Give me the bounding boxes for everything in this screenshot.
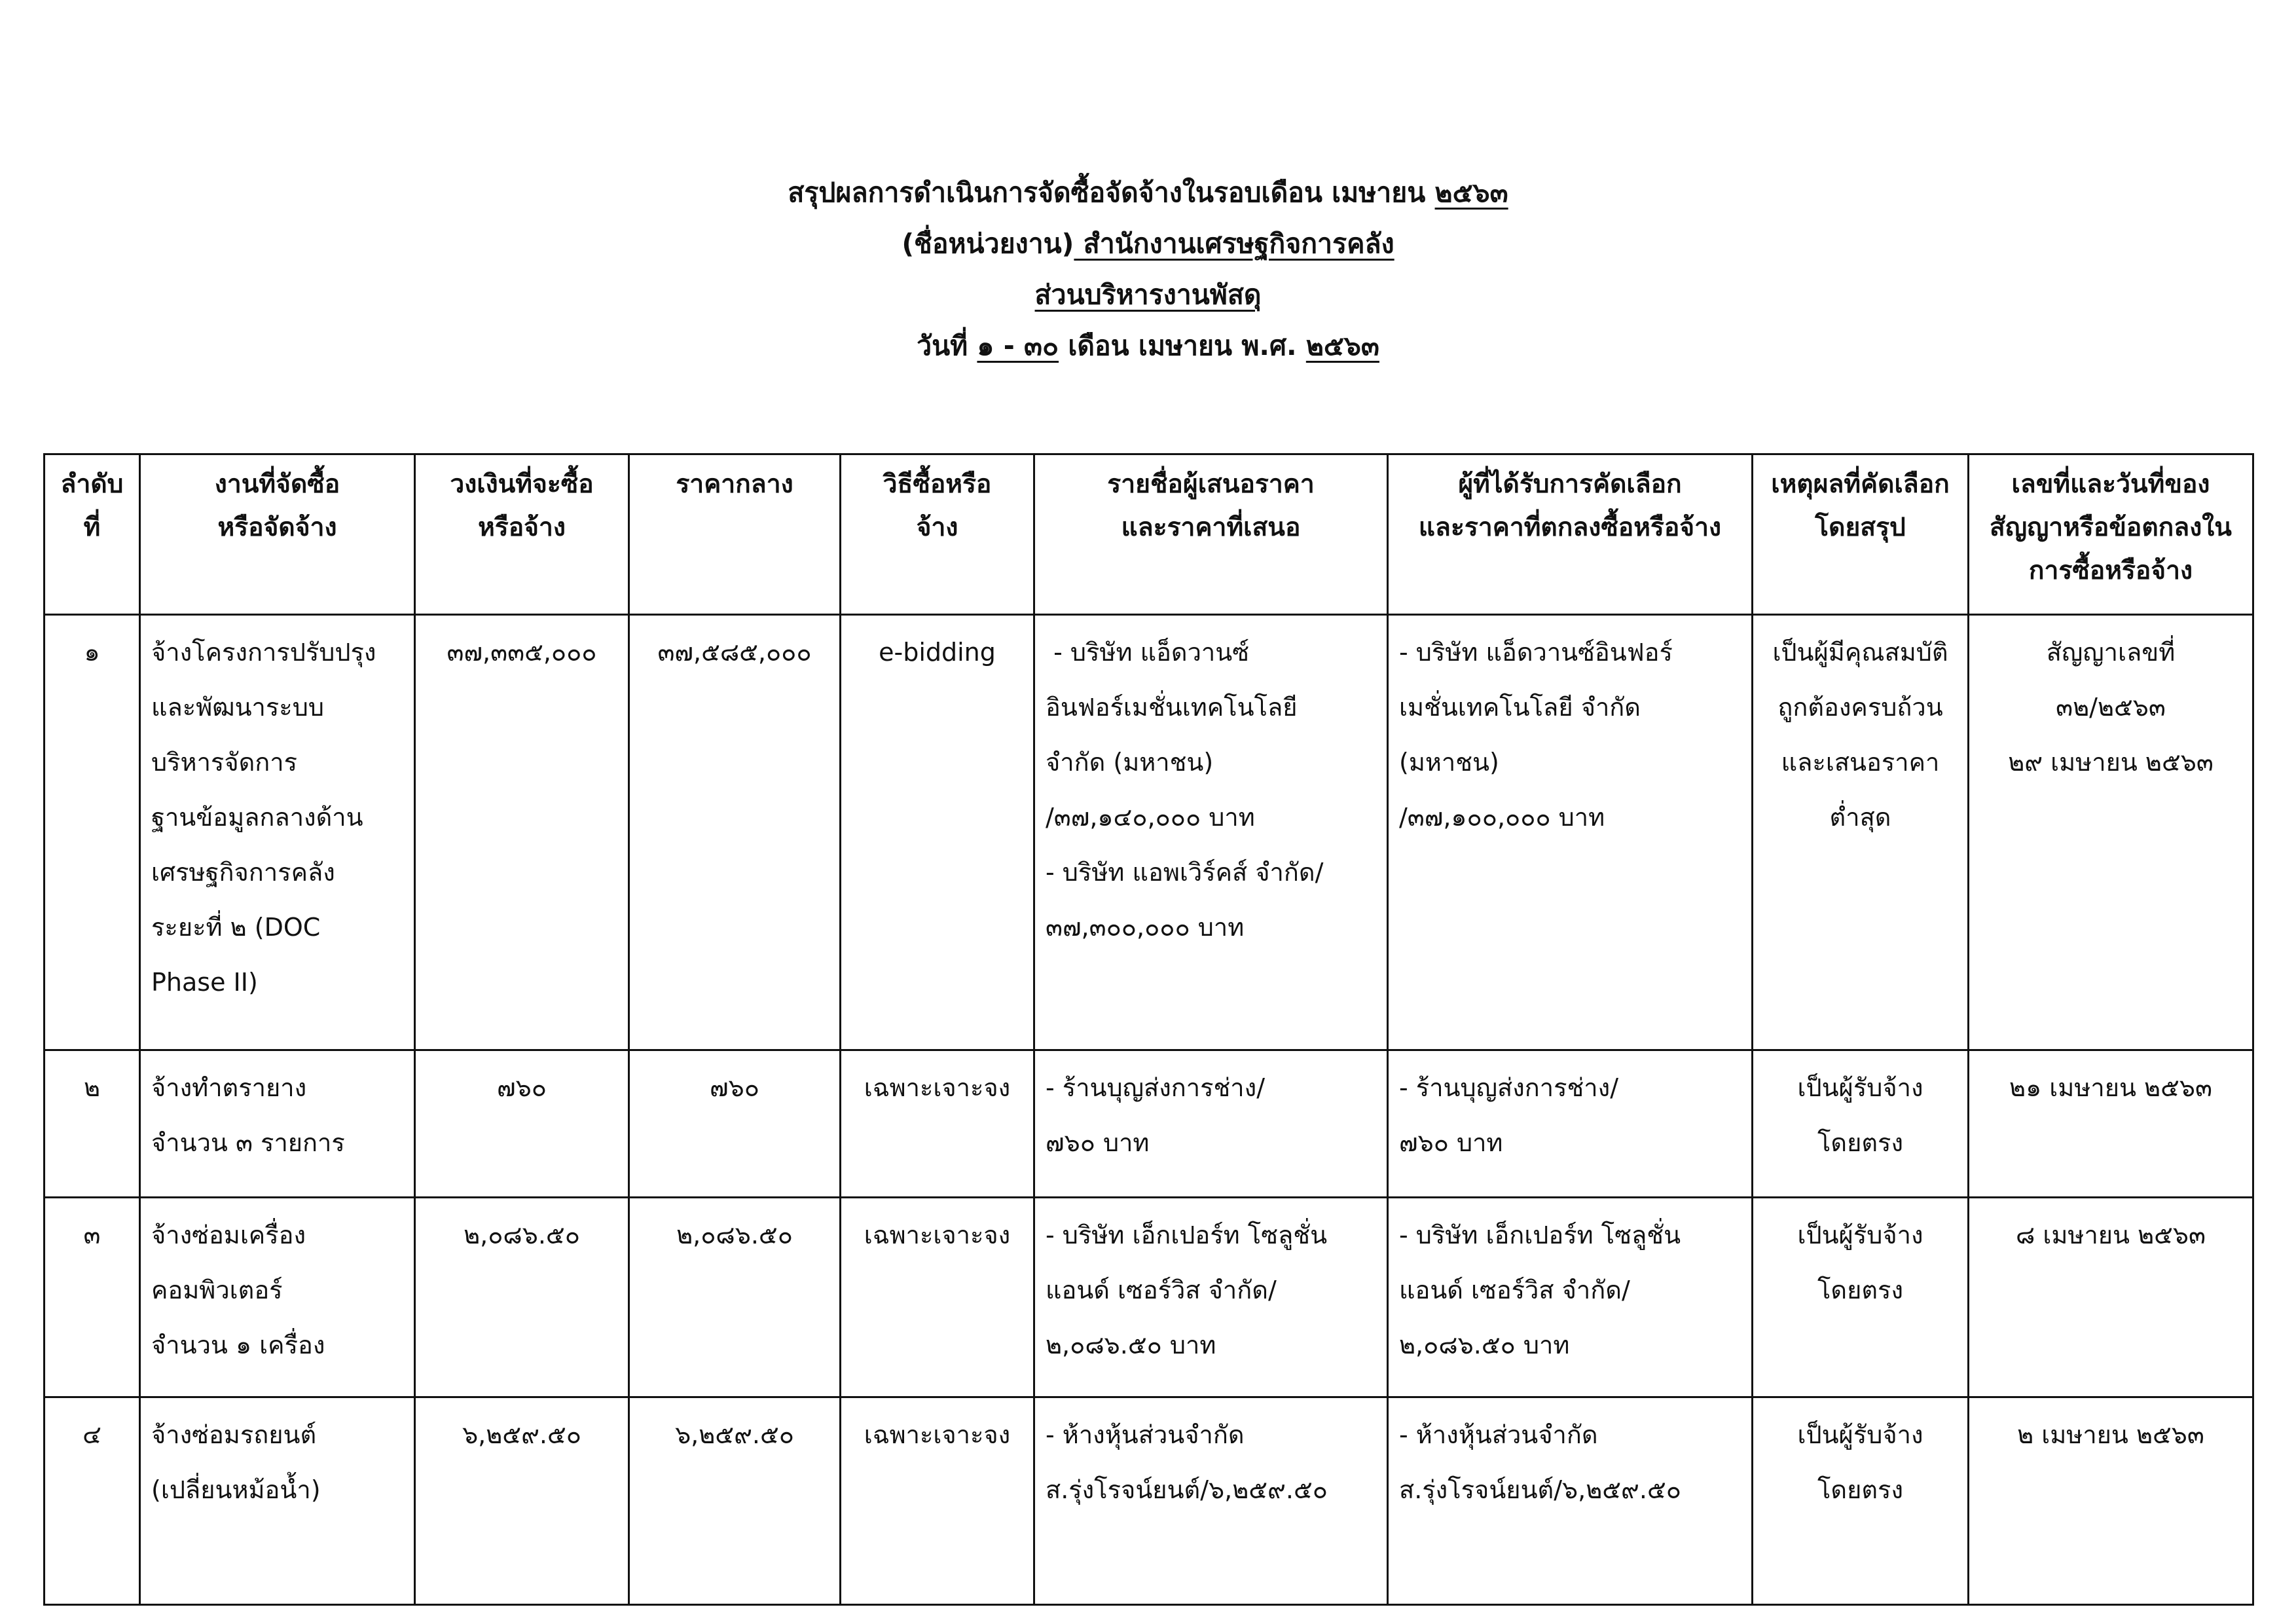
header-contract: เลขที่และวันที่ของ สัญญาหรือข้อตกลงใน การซื้อหรือจ้าง (1969, 454, 2253, 615)
cell-selected: - บริษัท แอ็ดวานซ์อินฟอร์ เมชั่นเทคโนโลยี จำกัด (มหาชน) /๓๗,๑๐๐,๐๐๐ บาท (1388, 615, 1753, 1050)
table-row (45, 1050, 2253, 1198)
cell-median-price: ๒,๐๘๖.๕๐ (629, 1198, 841, 1397)
header-bidders: รายชื่อผู้เสนอราคา และราคาที่เสนอ (1034, 454, 1388, 615)
date-days: ๑ - ๓๐ (977, 330, 1059, 361)
cell-bidders: - บริษัท แอ็ดวานซ์ อินฟอร์เมชั่นเทคโนโลยี จำกัด (มหาชน) /๓๗,๑๔๐,๐๐๐ บาท - บริษัท แอพเวิร์คส์ จำกัด/ ๓๗,๓๐๐,๐๐๐ บาท (1034, 615, 1388, 1050)
cell-budget: ๒,๐๘๖.๕๐ (415, 1198, 629, 1397)
agency-label: (ชื่อหน่วยงาน) (902, 228, 1074, 259)
header-reason: เหตุผลที่คัดเลือก โดยสรุป (1753, 454, 1969, 615)
table-header-row (45, 454, 2253, 615)
cell-contract: สัญญาเลขที่ ๓๒/๒๕๖๓ ๒๙ เมษายน ๒๕๖๓ (1969, 615, 2253, 1050)
cell-selected: - บริษัท เอ็กเปอร์ท โซลูชั่น แอนด์ เซอร์วิส จำกัด/ ๒,๐๘๖.๕๐ บาท (1388, 1198, 1753, 1397)
cell-reason: เป็นผู้มีคุณสมบัติ ถูกต้องครบถ้วน และเสนอราคา ต่ำสุด (1753, 615, 1969, 1050)
cell-bidders: - บริษัท เอ็กเปอร์ท โซลูชั่น แอนด์ เซอร์วิส จำกัด/ ๒,๐๘๖.๕๐ บาท (1034, 1198, 1388, 1397)
date-suffix: เดือน เมษายน พ.ศ. (1068, 330, 1297, 361)
cell-contract: ๒ เมษายน ๒๕๖๓ (1969, 1397, 2253, 1605)
header-selected: ผู้ที่ได้รับการคัดเลือก และราคาที่ตกลงซื้อหรือจ้าง (1388, 454, 1753, 615)
cell-selected: - ห้างหุ้นส่วนจำกัด ส.รุ่งโรจน์ยนต์/๖,๒๕๙.๕๐ (1388, 1397, 1753, 1605)
title-prefix: สรุปผลการดำเนินการจัดซื้อจัดจ้างในรอบเดือน เมษายน (788, 177, 1426, 208)
table-row (45, 1198, 2253, 1397)
cell-bidders: - ห้างหุ้นส่วนจำกัด ส.รุ่งโรจน์ยนต์/๖,๒๕๙.๕๐ (1034, 1397, 1388, 1605)
header-median-price: ราคากลาง (629, 454, 841, 615)
cell-contract: ๘ เมษายน ๒๕๖๓ (1969, 1198, 2253, 1397)
cell-reason: เป็นผู้รับจ้าง โดยตรง (1753, 1050, 1969, 1198)
header-work: งานที่จัดซื้อ หรือจัดจ้าง (140, 454, 415, 615)
cell-contract: ๒๑ เมษายน ๒๕๖๓ (1969, 1050, 2253, 1198)
cell-median-price: ๗๖๐ (629, 1050, 841, 1198)
cell-no: ๒ (45, 1050, 140, 1198)
header-agency-line (0, 218, 2296, 269)
cell-work: จ้างซ่อมเครื่อง คอมพิวเตอร์ จำนวน ๑ เครื่อง (140, 1198, 415, 1397)
cell-work: จ้างซ่อมรถยนต์ (เปลี่ยนหม้อน้ำ) (140, 1397, 415, 1605)
header-date-line (0, 320, 2296, 371)
cell-reason: เป็นผู้รับจ้าง โดยตรง (1753, 1397, 1969, 1605)
agency-name: สำนักงานเศรษฐกิจการคลัง (1074, 228, 1394, 259)
cell-selected: - ร้านบุญส่งการช่าง/ ๗๖๐ บาท (1388, 1050, 1753, 1198)
cell-budget: ๖,๒๕๙.๕๐ (415, 1397, 629, 1605)
table-row (45, 1397, 2253, 1605)
header-method: วิธีซื้อหรือ จ้าง (841, 454, 1034, 615)
cell-method: e-bidding (841, 615, 1034, 1050)
cell-method: เฉพาะเจาะจง (841, 1198, 1034, 1397)
date-prefix: วันที่ (917, 330, 968, 361)
cell-median-price: ๓๗,๕๘๕,๐๐๐ (629, 615, 841, 1050)
document-header (0, 167, 2296, 371)
cell-work: จ้างโครงการปรับปรุง และพัฒนาระบบ บริหารจัดการ ฐานข้อมูลกลางด้าน เศรษฐกิจการคลัง ระยะที่ ๒ (DOC Phase II) (140, 615, 415, 1050)
date-year: ๒๕๖๓ (1305, 330, 1379, 361)
header-no: ลำดับ ที่ (45, 454, 140, 615)
cell-no: ๔ (45, 1397, 140, 1605)
cell-reason: เป็นผู้รับจ้าง โดยตรง (1753, 1198, 1969, 1397)
header-title-line (0, 167, 2296, 218)
cell-budget: ๓๗,๓๓๕,๐๐๐ (415, 615, 629, 1050)
title-year: ๒๕๖๓ (1434, 177, 1508, 208)
cell-no: ๑ (45, 615, 140, 1050)
header-budget: วงเงินที่จะซื้อ หรือจ้าง (415, 454, 629, 615)
cell-method: เฉพาะเจาะจง (841, 1397, 1034, 1605)
cell-median-price: ๖,๒๕๙.๕๐ (629, 1397, 841, 1605)
cell-budget: ๗๖๐ (415, 1050, 629, 1198)
procurement-table (43, 453, 2254, 1606)
cell-bidders: - ร้านบุญส่งการช่าง/ ๗๖๐ บาท (1034, 1050, 1388, 1198)
cell-no: ๓ (45, 1198, 140, 1397)
cell-method: เฉพาะเจาะจง (841, 1050, 1034, 1198)
division-name: ส่วนบริหารงานพัสดุ (1034, 279, 1262, 310)
header-division-line (0, 269, 2296, 320)
table-row (45, 615, 2253, 1050)
cell-work: จ้างทำตรายาง จำนวน ๓ รายการ (140, 1050, 415, 1198)
